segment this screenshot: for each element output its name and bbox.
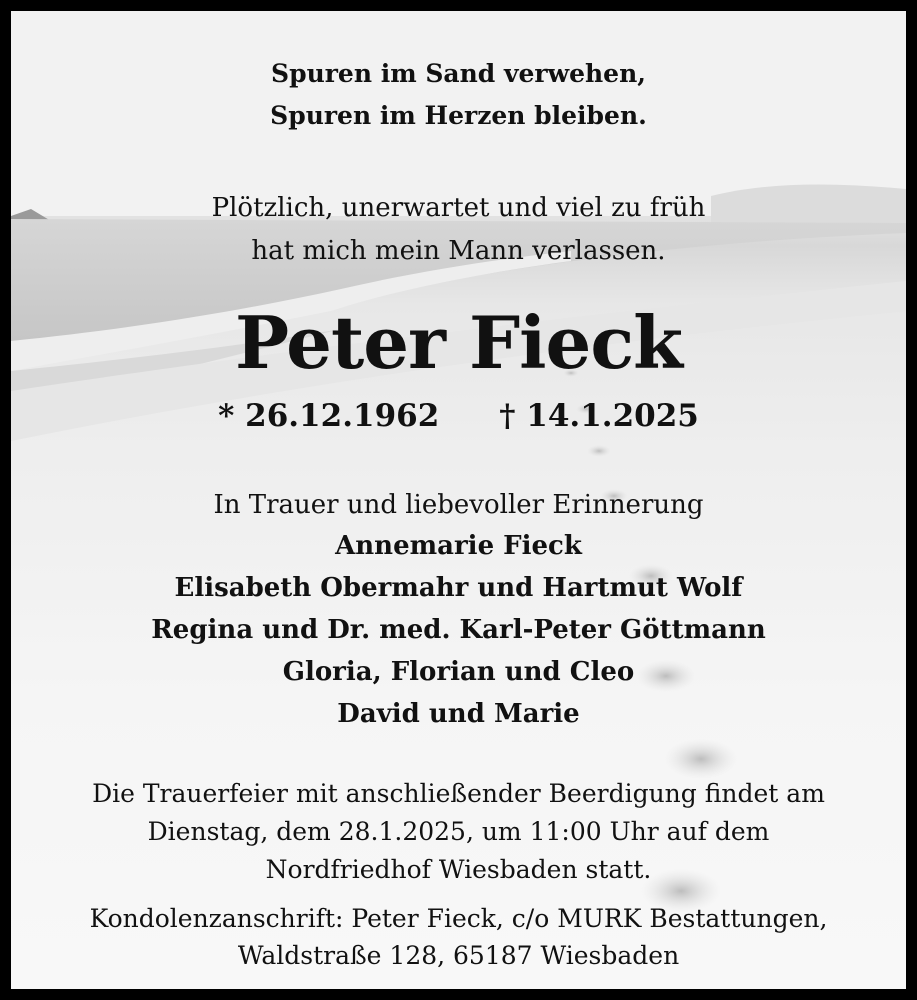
service-line-3: Nordfriedhof Wiesbaden statt.: [265, 855, 652, 884]
family-line-2: Elisabeth Obermahr und Hartmut Wolf: [174, 573, 743, 603]
condolence-line-2: Waldstraße 128, 65187 Wiesbaden: [237, 941, 680, 970]
family-line-4: Gloria, Florian und Cleo: [282, 657, 635, 687]
intro-line-2: hat mich mein Mann verlassen.: [251, 236, 666, 266]
service-line-2: Dienstag, dem 28.1.2025, um 11:00 Uhr auf dem: [147, 817, 770, 846]
family-line-1: Annemarie Fieck: [335, 531, 582, 561]
motto-line-1: Spuren im Sand verwehen,: [271, 59, 646, 88]
mourning-line: In Trauer und liebevoller Erinnerung: [213, 490, 704, 520]
family-line-3: Regina und Dr. med. Karl-Peter Göttmann: [151, 615, 766, 645]
notice-text: [11, 11, 906, 989]
condolence-line-1: Kondolenzanschrift: Peter Fieck, c/o MURK Bestattungen,: [89, 904, 828, 933]
birth-date: * 26.12.1962: [218, 398, 440, 434]
death-date: † 14.1.2025: [499, 398, 699, 434]
motto-line-2: Spuren im Herzen bleiben.: [270, 101, 647, 130]
service-line-1: Die Trauerfeier mit anschließender Beerdigung findet am: [92, 779, 825, 808]
family-line-5: David und Marie: [337, 699, 580, 729]
deceased-name: Peter Fieck: [234, 300, 683, 385]
intro-line-1: Plötzlich, unerwartet und viel zu früh: [211, 193, 706, 223]
life-dates: [11, 398, 906, 434]
